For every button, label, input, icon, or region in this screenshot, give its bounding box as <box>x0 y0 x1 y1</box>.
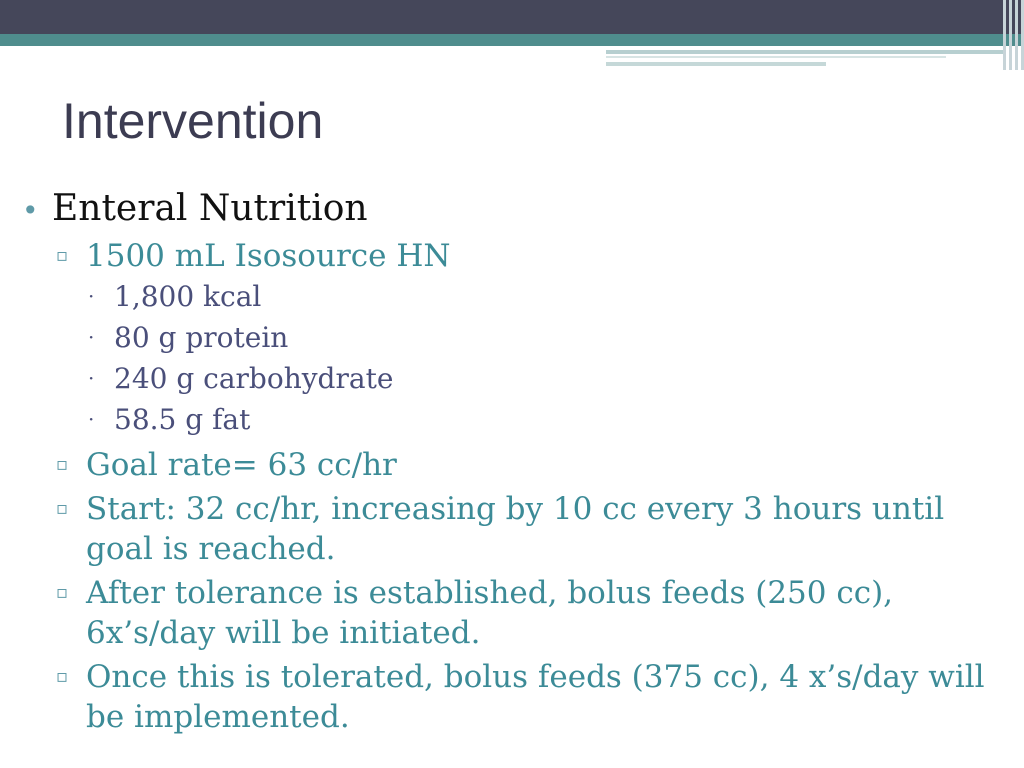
accent-line <box>606 62 826 66</box>
top-decor-band <box>0 0 1024 34</box>
nutrient-item: 58.5 g fat <box>114 403 251 436</box>
start-text: Start: 32 cc/hr, increasing by 10 cc every 3 hours until goal is reached. <box>86 491 945 567</box>
goal-rate-text: Goal rate= 63 cc/hr <box>86 447 397 483</box>
square-bullet-icon: ▫ <box>56 582 69 603</box>
small-dot-icon: · <box>88 325 95 349</box>
small-dot-icon: · <box>88 284 95 308</box>
slide-title: Intervention <box>62 93 324 149</box>
square-bullet-icon: ▫ <box>56 454 69 475</box>
small-dot-icon: · <box>88 407 95 431</box>
accent-line <box>606 50 1006 54</box>
main-bullet-text: Enteral Nutrition <box>52 188 368 229</box>
once-tolerated-text: Once this is tolerated, bolus feeds (375 cc), 4 x’s/day will be implemented. <box>86 659 985 735</box>
corner-stripes <box>994 0 1024 70</box>
square-bullet-icon: ▫ <box>56 498 69 519</box>
after-tolerance-text: After tolerance is established, bolus feeds (250 cc), 6x’s/day will be initiated. <box>86 575 894 651</box>
nutrient-item: 80 g protein <box>114 321 289 354</box>
teal-decor-band <box>0 34 1024 46</box>
nutrient-item: 240 g carbohydrate <box>114 362 394 395</box>
square-bullet-icon: ▫ <box>56 666 69 687</box>
accent-line <box>606 56 946 58</box>
small-dot-icon: · <box>88 366 95 390</box>
nutrient-item: 1,800 kcal <box>114 280 262 313</box>
formula-text: 1500 mL Isosource HN <box>86 238 451 274</box>
square-bullet-icon: ▫ <box>56 245 69 266</box>
bullet-dot-icon: • <box>22 194 39 227</box>
